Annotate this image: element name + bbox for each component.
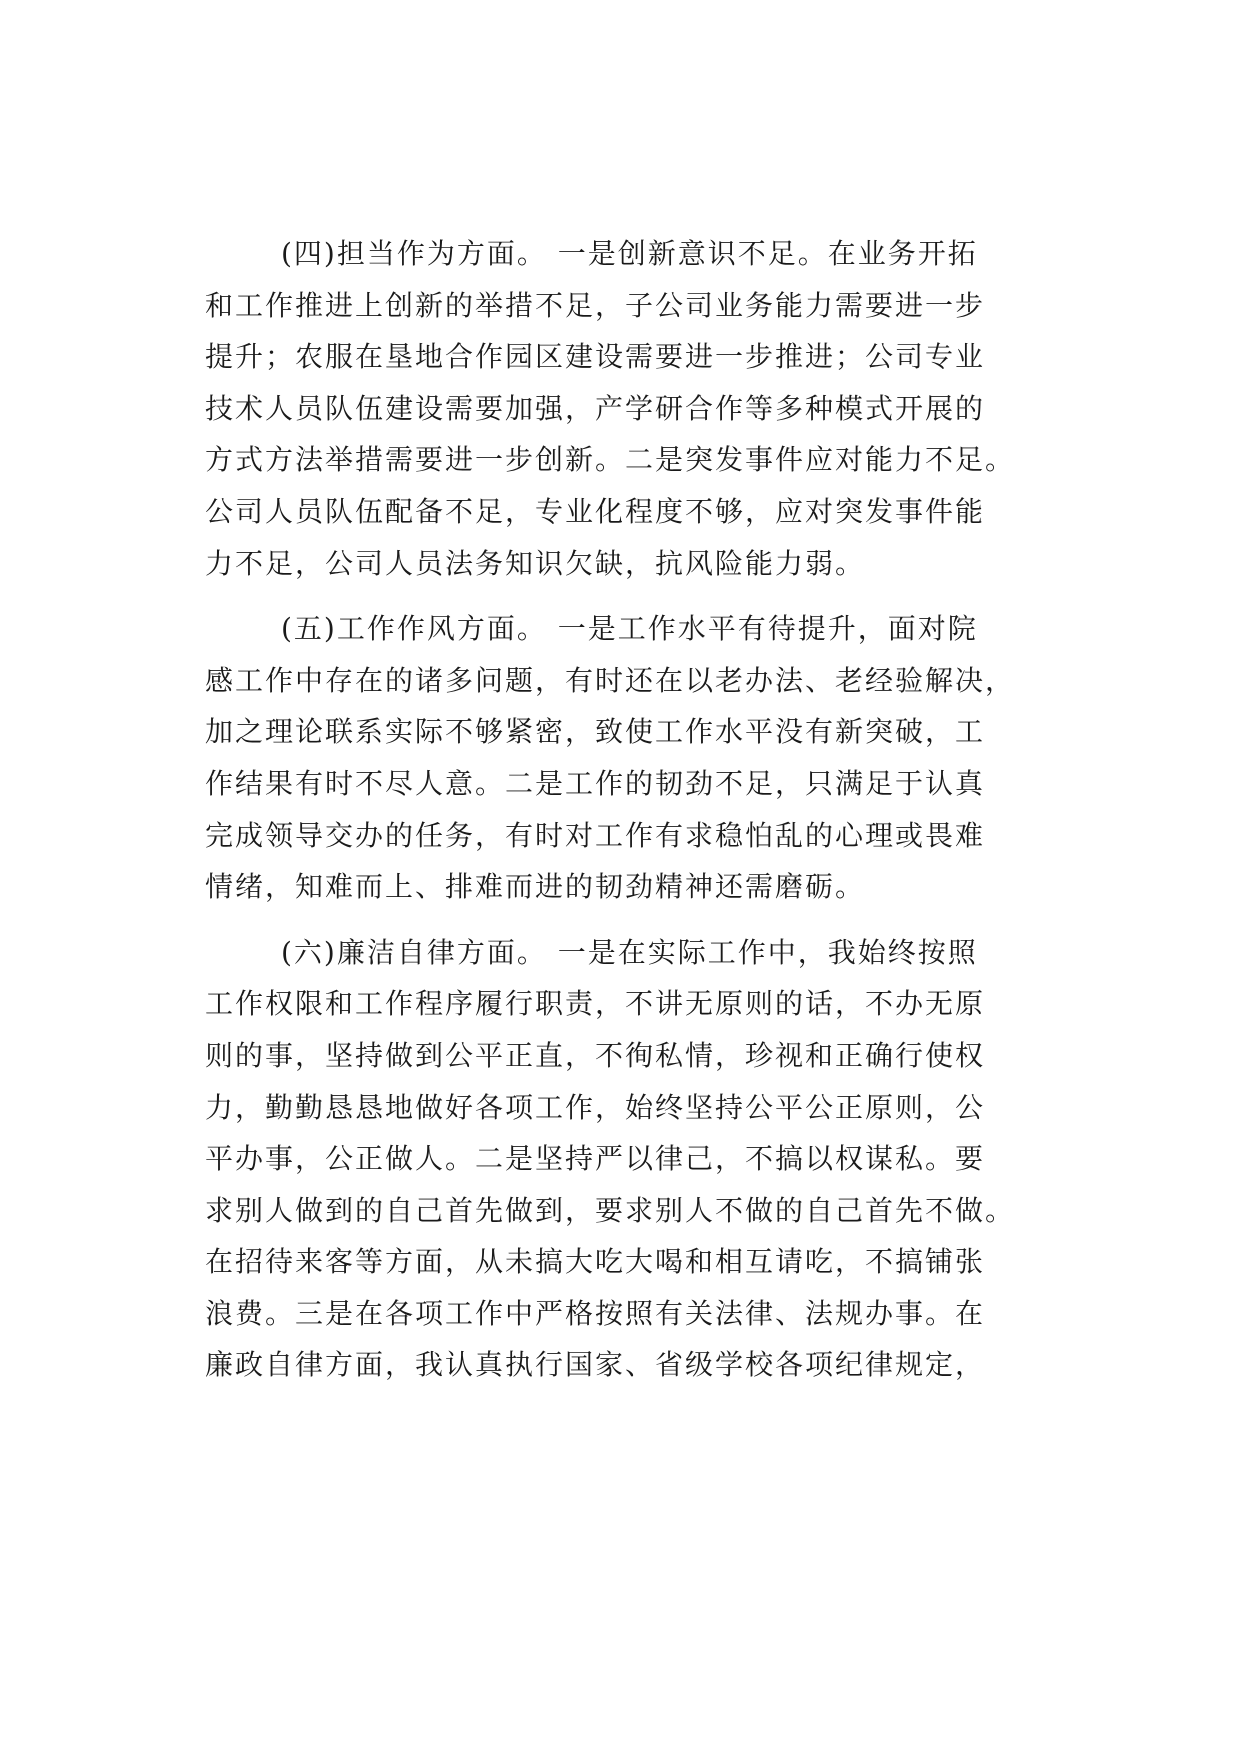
text-line: 力不足，公司人员法务知识欠缺，抗风险能力弱。: [205, 546, 866, 580]
paragraph-gongzuo-zuofeng: [205, 603, 1073, 913]
text-line: (四)担当作为方面。 一是创新意识不足。在业务开拓: [281, 237, 978, 270]
text-line: 公司人员队伍配备不足，专业化程度不够，应对突发事件能: [205, 494, 986, 528]
text-line: (五)工作作风方面。 一是工作水平有待提升，面对院: [281, 612, 978, 646]
text-line: 感工作中存在的诸多问题，有时还在以老办法、老经验解决，: [205, 663, 1016, 697]
text-line: 求别人做到的自己首先做到，要求别人不做的自己首先不做。: [205, 1193, 1016, 1227]
text-line: 则的事，坚持做到公平正直，不徇私情，珍视和正确行使权: [205, 1038, 986, 1072]
text-line: (六)廉洁自律方面。 一是在实际工作中，我始终按照: [281, 935, 978, 969]
text-line: 力，勤勤恳恳地做好各项工作，始终坚持公平公正原则，公: [205, 1090, 986, 1124]
text-line: 浪费。三是在各项工作中严格按照有关法律、法规办事。在: [205, 1296, 986, 1330]
paragraph-lianjie-zilv: [205, 927, 1073, 1391]
document-body: [205, 228, 1073, 1405]
text-line: 工作权限和工作程序履行职责，不讲无原则的话，不办无原: [205, 987, 986, 1021]
paragraph-dandang-zuowei: [205, 228, 1073, 589]
text-line: 廉政自律方面，我认真执行国家、省级学校各项纪律规定，: [205, 1348, 986, 1382]
text-line: 提升；农服在垦地合作园区建设需要进一步推进；公司专业: [205, 340, 986, 374]
text-line: 在招待来客等方面，从未搞大吃大喝和相互请吃，不搞铺张: [205, 1245, 986, 1279]
text-line: 方式方法举措需要进一步创新。二是突发事件应对能力不足。: [205, 443, 1016, 477]
text-line: 技术人员队伍建设需要加强，产学研合作等多种模式开展的: [205, 391, 986, 425]
text-line: 和工作推进上创新的举措不足，子公司业务能力需要进一步: [205, 288, 986, 322]
text-line: 作结果有时不尽人意。二是工作的韧劲不足，只满足于认真: [205, 766, 986, 800]
text-line: 平办事，公正做人。二是坚持严以律己，不搞以权谋私。要: [205, 1142, 986, 1176]
text-line: 加之理论联系实际不够紧密，致使工作水平没有新突破，工: [205, 715, 986, 749]
text-line: 情绪，知难而上、排难而进的韧劲精神还需磨砺。: [205, 870, 866, 904]
text-line: 完成领导交办的任务，有时对工作有求稳怕乱的心理或畏难: [205, 818, 986, 852]
